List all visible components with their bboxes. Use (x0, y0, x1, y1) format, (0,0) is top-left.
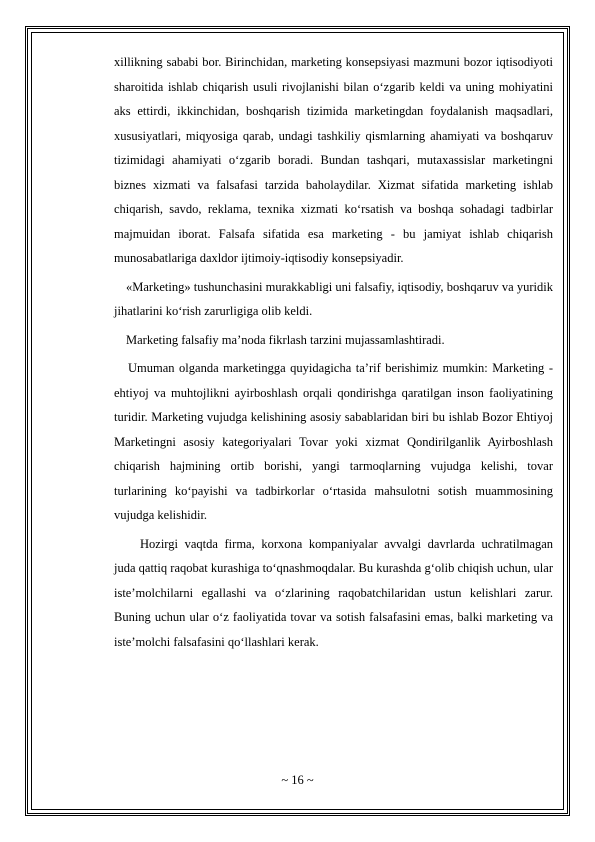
paragraph-competition: Hozirgi vaqtda firma, korxona kompaniyalar avvalgi davrlarda uchratilmagan juda qattiq raqobat kurashiga to‘qnashmoqdalar. Bu kurashda g‘olib chiqish uchun, ular iste’molchilarni egallashi va o‘zlarining raqobatchilaridan ustun kelishlari zarur. Buning uchun ular o‘z faoliyatida tovar va sotish falsafasini emas, balki marketing va iste’molchi falsafasini qo‘llashlari kerak. (114, 536, 553, 649)
paragraph-marketing-definition: Umuman olganda marketingga quyidagicha ta’rif berishimiz mumkin: Marketing - ehtiyoj va muhtojlikni ayirboshlash orqali qondirishga qaratilgan inson faoliyatining turidir. Marketing vujudga kelishining asosiy sabablaridan biri bu ishlab Bozor Ehtiyoj Marketingni asosiy kategoriyalari Tovar yoki xizmat Qondirilganlik Ayirboshlash chiqarish hajmining ortib borishi, yangi tarmoqlarning vujudga kelishi, tovar turlarining ko‘payishi va tadbirkorlar o‘rtasida mahsulotni sotish muammosining vujudga kelishidir. (114, 361, 553, 522)
document-body (114, 50, 553, 654)
paragraph-marketing-complexity: «Marketing» tushunchasini murakkabligi uni falsafiy, iqtisodiy, boshqaruv va yuridik jihatlarini ko‘rish zarurligiga olib keldi. (114, 279, 553, 318)
page-number: ~ 16 ~ (281, 773, 314, 787)
paragraph-marketing-concept: xillikning sababi bor. Birinchidan, marketing konsepsiyasi mazmuni bozor iqtisodiyoti sharoitida ishlab chiqarish usuli rivojlanishi bilan o‘zgarib keldi va uning mohiyatini aks ettirdi, ikkinchidan, boshqarish tizimida marketingdan foydalanish maqsadlari, xususiyatlari, miqyosiga qarab, undagi tashkiliy qismlarning ahamiyati va boshqaruv tizimidagi ahamiyati o‘zgarib boradi. Bundan tashqari, mutaxassislar marketingni biznes xizmati va falsafasi tarzida baholaydilar. Xizmat sifatida marketing ishlab chiqarish, savdo, reklama, texnika xizmati ko‘rsatish va boshqa sohadagi tadbirlar majmuidan iborat. Falsafa sifatida esa marketing - bu jamiyat ishlab chiqarish munosabatlariga daxldor ijtimoiy-iqtisodiy konsepsiyadir. (114, 55, 553, 265)
paragraph-marketing-philosophy: Marketing falsafiy ma’noda fikrlash tarzini mujassamlashtiradi. (126, 332, 445, 347)
